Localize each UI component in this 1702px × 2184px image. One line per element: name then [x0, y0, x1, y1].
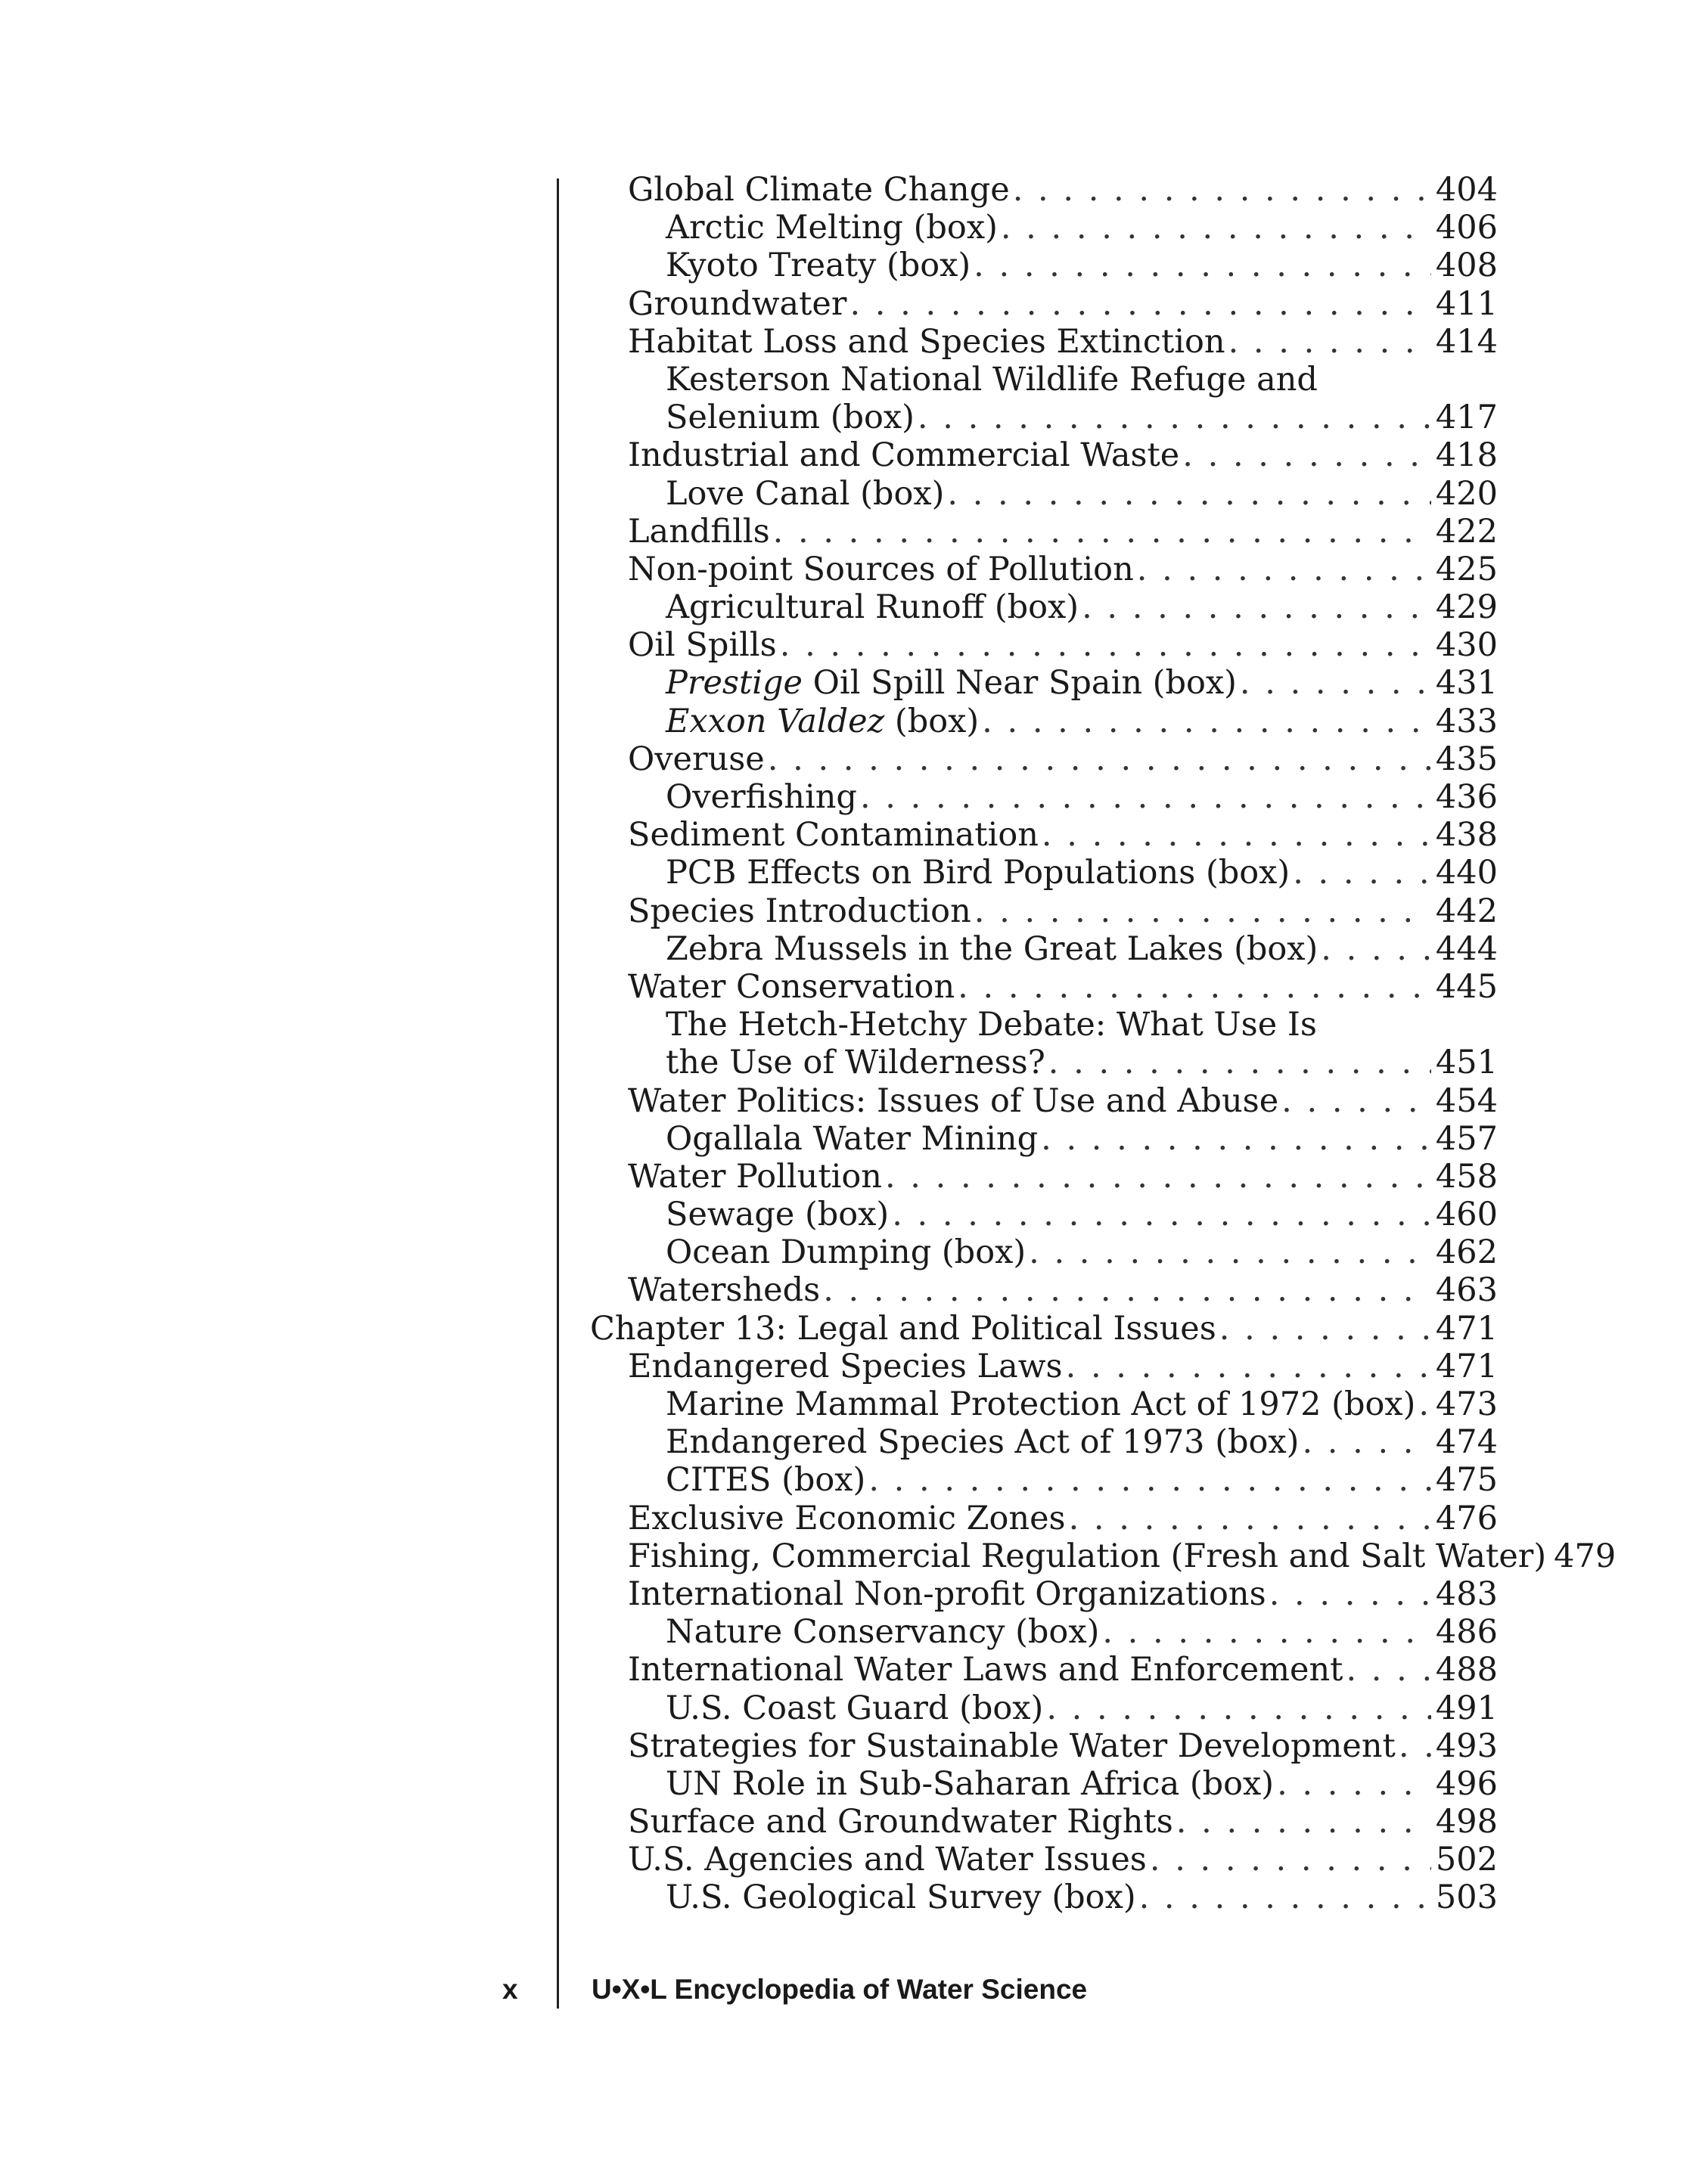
- dot-leader: [1302, 1423, 1430, 1461]
- toc-entry: [590, 1158, 1498, 1196]
- toc-entry-page: 438: [1435, 816, 1498, 855]
- toc-entry: [590, 968, 1498, 1006]
- toc-entry-title-text: Oil Spills: [628, 626, 777, 665]
- toc-entry-title: [666, 399, 915, 436]
- dot-leader: [1346, 1651, 1430, 1689]
- toc-entry: [590, 1271, 1498, 1309]
- toc-entry-title-text: Ogallala Water Mining: [666, 1119, 1039, 1158]
- toc-entry: [590, 1613, 1498, 1651]
- toc-entry: [590, 551, 1498, 588]
- toc-entry-page: 496: [1435, 1764, 1498, 1803]
- toc-entry: [590, 626, 1498, 664]
- toc-entry-title-text: U.S. Agencies and Water Issues: [628, 1841, 1147, 1879]
- toc-entry: [590, 1082, 1498, 1120]
- toc-entry-title: [628, 1537, 1546, 1575]
- toc-entry: [590, 475, 1498, 513]
- toc-entry: [590, 778, 1498, 816]
- toc-entry: [590, 1651, 1498, 1689]
- toc-entry: [590, 436, 1498, 474]
- table-of-contents: [590, 171, 1617, 1917]
- toc-entry-title: [628, 551, 1134, 588]
- toc-entry-title-text: Industrial and Commercial Waste: [628, 436, 1180, 475]
- toc-entry-title-text: Kyoto Treaty (box): [666, 247, 971, 285]
- toc-entry-page: 476: [1435, 1499, 1498, 1537]
- toc-entry-title-text: Water Politics: Issues of Use and Abuse: [628, 1081, 1279, 1120]
- toc-entry-page: 411: [1435, 284, 1498, 323]
- toc-entry-title: [628, 1651, 1343, 1689]
- toc-entry-title: [628, 968, 955, 1006]
- toc-entry-title-text: Surface and Groundwater Rights: [628, 1803, 1173, 1841]
- dot-leader: [860, 778, 1431, 816]
- toc-entry: [590, 740, 1498, 778]
- dot-leader: [1219, 1310, 1431, 1348]
- toc-entry-title: [628, 285, 846, 323]
- toc-entry-page: 417: [1435, 399, 1498, 437]
- dot-leader: [1001, 209, 1431, 247]
- toc-entry-title: [666, 1120, 1038, 1158]
- dot-leader: [1418, 1385, 1431, 1423]
- toc-entry-page: 491: [1435, 1689, 1498, 1727]
- toc-entry-title-text: Selenium (box): [666, 399, 915, 437]
- toc-entry: [590, 1196, 1498, 1233]
- toc-entry-title-text: Strategies for Sustainable Water Development: [628, 1726, 1396, 1765]
- toc-entry: [590, 854, 1498, 892]
- toc-entry-title-text: Water Pollution: [628, 1157, 882, 1196]
- book-title: U•X•L Encyclopedia of Water Science: [592, 1974, 1088, 2005]
- dot-leader: [1269, 1575, 1431, 1613]
- toc-entry-page: 493: [1435, 1726, 1498, 1765]
- toc-entry: [590, 1765, 1498, 1803]
- toc-entry-title-text: Overfishing: [666, 778, 857, 816]
- toc-entry-page: 503: [1435, 1878, 1498, 1917]
- toc-entry-title-text: the Use of Wilderness?: [666, 1044, 1045, 1082]
- dot-leader: [1281, 1082, 1431, 1120]
- toc-entry-title: [666, 703, 979, 740]
- toc-entry: [590, 285, 1498, 323]
- toc-entry-page: 454: [1435, 1081, 1498, 1120]
- toc-entry-page: 429: [1435, 588, 1498, 627]
- toc-entry: [590, 209, 1498, 247]
- toc-entry: [590, 1385, 1498, 1423]
- dot-leader: [823, 1271, 1431, 1309]
- toc-entry-page: 473: [1435, 1385, 1498, 1423]
- dot-leader: [1069, 1500, 1431, 1537]
- toc-entry-title-text: U.S. Coast Guard (box): [666, 1689, 1044, 1727]
- toc-entry-title-text: Oil Spill Near Spain (box): [803, 664, 1237, 703]
- toc-entry-title: [666, 247, 971, 284]
- toc-entry-page: 414: [1435, 322, 1498, 361]
- toc-entry-title-text: Marine Mammal Protection Act of 1972 (box): [666, 1385, 1416, 1423]
- dot-leader: [1240, 664, 1431, 702]
- toc-entry-page: 406: [1435, 209, 1498, 247]
- toc-entry: [590, 1233, 1498, 1271]
- toc-entry: [590, 703, 1498, 740]
- toc-entry-page: 462: [1435, 1233, 1498, 1272]
- dot-leader: [892, 1196, 1431, 1233]
- toc-entry-title: [666, 1878, 1136, 1916]
- toc-entry: [590, 1461, 1498, 1499]
- toc-entry-title-text: Ocean Dumping (box): [666, 1233, 1026, 1272]
- toc-entry: [590, 1803, 1498, 1841]
- toc-entry-page: 460: [1435, 1196, 1498, 1234]
- toc-entry-title-text: (box): [884, 702, 980, 740]
- dot-leader: [1139, 1878, 1431, 1916]
- toc-entry: [590, 1537, 1617, 1575]
- dot-leader: [1013, 171, 1431, 209]
- toc-entry-title-text: International Non-profit Organizations: [628, 1574, 1266, 1613]
- toc-entry-title: [666, 1233, 1026, 1271]
- toc-entry-title-text: CITES (box): [666, 1461, 866, 1500]
- dot-leader: [1293, 854, 1431, 892]
- toc-entry-title: [628, 816, 1039, 854]
- dot-leader: [768, 740, 1431, 778]
- toc-entry-title: [628, 1271, 820, 1309]
- toc-entry-title: [666, 1689, 1043, 1727]
- toc-entry-title-text: Water Conservation: [628, 967, 955, 1006]
- toc-entry-title-text: Sewage (box): [666, 1196, 890, 1234]
- toc-entry-title-text: U.S. Geological Survey (box): [666, 1878, 1136, 1917]
- toc-entry-title-text: The Hetch-Hetchy Debate: What Use Is: [666, 1006, 1317, 1044]
- toc-entry-title: [666, 778, 857, 816]
- toc-entry: [590, 1878, 1498, 1916]
- dot-leader: [885, 1158, 1431, 1196]
- toc-entry: [590, 816, 1498, 854]
- toc-entry: [590, 930, 1498, 968]
- dot-leader: [868, 1461, 1431, 1499]
- toc-entry-page: 502: [1435, 1841, 1498, 1879]
- toc-entry-title: [590, 1310, 1216, 1348]
- dot-leader: [1046, 1689, 1431, 1727]
- dot-leader: [918, 399, 1431, 436]
- dot-leader: [1176, 1803, 1431, 1841]
- toc-entry-page: 433: [1435, 702, 1498, 740]
- dot-leader: [773, 513, 1431, 551]
- toc-entry-page: 471: [1435, 1347, 1498, 1385]
- toc-entry-title: [628, 740, 765, 778]
- toc-entry-title-text: Landfills: [628, 512, 770, 551]
- dot-leader: [974, 892, 1431, 930]
- toc-entry-title-italic: Prestige: [666, 664, 803, 703]
- toc-entry-title: [628, 1158, 882, 1196]
- toc-entry-title: [628, 1500, 1066, 1537]
- toc-entry-title-text: PCB Effects on Bird Populations (box): [666, 854, 1290, 892]
- toc-entry: [590, 1120, 1498, 1158]
- toc-entry: [590, 1841, 1498, 1878]
- toc-entry-title-text: Nature Conservancy (box): [666, 1613, 1100, 1652]
- page-footer: [0, 1974, 1702, 2019]
- toc-entry: [590, 1689, 1498, 1727]
- toc-entry: [590, 664, 1498, 702]
- toc-entry-page: 422: [1435, 512, 1498, 551]
- toc-entry-title: [666, 1385, 1415, 1423]
- toc-entry-page: 483: [1435, 1574, 1498, 1613]
- toc-entry-page: 431: [1435, 664, 1498, 703]
- toc-entry-title: [628, 323, 1225, 361]
- toc-entry-title: [666, 1461, 865, 1499]
- dot-leader: [982, 703, 1431, 740]
- toc-entry-page: 475: [1435, 1461, 1498, 1500]
- toc-entry-page: 451: [1435, 1044, 1498, 1082]
- toc-entry-page: 474: [1435, 1423, 1498, 1462]
- toc-entry: [590, 171, 1498, 209]
- toc-entry-title-text: Sediment Contamination: [628, 816, 1039, 855]
- toc-entry-page: 440: [1435, 854, 1498, 892]
- dot-leader: [1277, 1765, 1431, 1803]
- dot-leader: [1137, 551, 1431, 588]
- toc-entry-title: [628, 626, 777, 664]
- toc-entry: [590, 1423, 1498, 1461]
- toc-entry-title: [628, 513, 770, 551]
- dot-leader: [1321, 930, 1431, 968]
- toc-entry-title-text: International Water Laws and Enforcement: [628, 1651, 1343, 1689]
- toc-entry-title: [666, 475, 944, 513]
- dot-leader: [1182, 436, 1431, 474]
- toc-entry: [590, 588, 1498, 626]
- dot-leader: [958, 968, 1431, 1006]
- toc-entry-page: 435: [1435, 740, 1498, 778]
- toc-entry: [590, 892, 1498, 930]
- toc-entry-title: [666, 1423, 1299, 1461]
- dot-leader: [1102, 1613, 1431, 1651]
- toc-entry-title-text: Endangered Species Act of 1973 (box): [666, 1423, 1300, 1462]
- toc-entry-page: 436: [1435, 778, 1498, 816]
- toc-entry: [590, 513, 1498, 551]
- toc-entry-title: [666, 1006, 1317, 1044]
- toc-entry-title-text: Exclusive Economic Zones: [628, 1499, 1066, 1537]
- toc-entry-title-text: Habitat Loss and Species Extinction: [628, 322, 1225, 361]
- toc-entry-title-text: Zebra Mussels in the Great Lakes (box): [666, 929, 1318, 968]
- toc-entry-page: 458: [1435, 1157, 1498, 1196]
- toc-entry-page: 479: [1554, 1537, 1617, 1575]
- toc-entry-title: [666, 1765, 1274, 1803]
- toc-entry: [590, 361, 1498, 399]
- toc-entry-title-text: UN Role in Sub-Saharan Africa (box): [666, 1764, 1275, 1803]
- toc-entry-page: 471: [1435, 1309, 1498, 1348]
- toc-entry-title: [666, 1613, 1099, 1651]
- toc-entry-title-text: Global Climate Change: [628, 171, 1010, 209]
- dot-leader: [780, 626, 1431, 664]
- toc-entry-title: [666, 209, 998, 247]
- toc-entry-title: [666, 1044, 1045, 1081]
- dot-leader: [974, 247, 1431, 284]
- toc-entry-title: [628, 1727, 1396, 1765]
- dot-leader: [1228, 323, 1431, 361]
- toc-entry-title-text: Overuse: [628, 740, 765, 778]
- toc-entry-page: 444: [1435, 929, 1498, 968]
- toc-entry-title-text: Chapter 13: Legal and Political Issues: [590, 1309, 1216, 1348]
- toc-entry-title-italic: Exxon Valdez: [666, 702, 885, 740]
- toc-entry-title: [666, 1196, 889, 1233]
- toc-entry-title: [628, 1348, 1063, 1385]
- dot-leader: [1042, 816, 1431, 854]
- toc-entry-page: 486: [1435, 1613, 1498, 1652]
- toc-entry: [590, 1575, 1498, 1613]
- toc-entry: [590, 1044, 1498, 1081]
- toc-entry-page: 420: [1435, 474, 1498, 513]
- toc-entry-page: 425: [1435, 550, 1498, 588]
- toc-entry-title-text: Arctic Melting (box): [666, 209, 998, 247]
- toc-entry-title-text: Endangered Species Laws: [628, 1347, 1063, 1385]
- toc-entry: [590, 247, 1498, 284]
- toc-entry-page: 430: [1435, 626, 1498, 665]
- toc-entry-title-text: Groundwater: [628, 284, 847, 323]
- margin-rule: [557, 178, 559, 2009]
- toc-entry-page: 418: [1435, 436, 1498, 475]
- dot-leader: [1150, 1841, 1431, 1878]
- toc-entry: [590, 1006, 1498, 1044]
- toc-entry: [590, 323, 1498, 361]
- toc-entry: [590, 1500, 1498, 1537]
- toc-entry-title-text: Agricultural Runoff (box): [666, 588, 1079, 627]
- dot-leader: [1082, 588, 1431, 626]
- toc-entry-title-text: Love Canal (box): [666, 474, 945, 513]
- toc-entry-page: 457: [1435, 1119, 1498, 1158]
- toc-entry-title-text: Fishing, Commercial Regulation (Fresh and Salt Water): [628, 1537, 1547, 1575]
- dot-leader: [849, 285, 1430, 323]
- toc-entry-title-text: Non-point Sources of Pollution: [628, 550, 1134, 588]
- toc-entry-page: 498: [1435, 1803, 1498, 1841]
- toc-entry-title-text: Kesterson National Wildlife Refuge and: [666, 360, 1318, 399]
- toc-entry-title: [666, 361, 1318, 399]
- toc-entry-title: [628, 436, 1179, 474]
- dot-leader: [1048, 1044, 1431, 1081]
- toc-entry-title: [628, 1082, 1278, 1120]
- dot-leader: [1399, 1727, 1431, 1765]
- toc-entry-title: [666, 588, 1079, 626]
- toc-entry: [590, 399, 1498, 436]
- toc-entry-page: 408: [1435, 247, 1498, 285]
- toc-entry-title-text: Species Introduction: [628, 892, 971, 930]
- toc-entry-page: 445: [1435, 967, 1498, 1006]
- toc-entry-page: 463: [1435, 1271, 1498, 1310]
- toc-entry-page: 442: [1435, 892, 1498, 930]
- toc-entry-title-text: Watersheds: [628, 1271, 821, 1310]
- toc-entry-title: [666, 930, 1318, 968]
- toc-entry: [590, 1310, 1498, 1348]
- toc-entry-page: 488: [1435, 1651, 1498, 1689]
- dot-leader: [1041, 1120, 1431, 1158]
- toc-entry-page: 404: [1435, 171, 1498, 209]
- dot-leader: [1029, 1233, 1431, 1271]
- toc-entry-title: [666, 854, 1290, 892]
- page-number: x: [502, 1974, 518, 2005]
- dot-leader: [947, 475, 1431, 513]
- toc-entry-title: [666, 664, 1237, 702]
- toc-entry-title: [628, 1575, 1266, 1613]
- toc-entry: [590, 1727, 1498, 1765]
- toc-entry-title: [628, 892, 971, 930]
- toc-entry-title: [628, 1841, 1147, 1878]
- dot-leader: [1066, 1348, 1431, 1385]
- toc-entry-title: [628, 171, 1010, 209]
- toc-entry: [590, 1348, 1498, 1385]
- toc-entry-title: [628, 1803, 1173, 1841]
